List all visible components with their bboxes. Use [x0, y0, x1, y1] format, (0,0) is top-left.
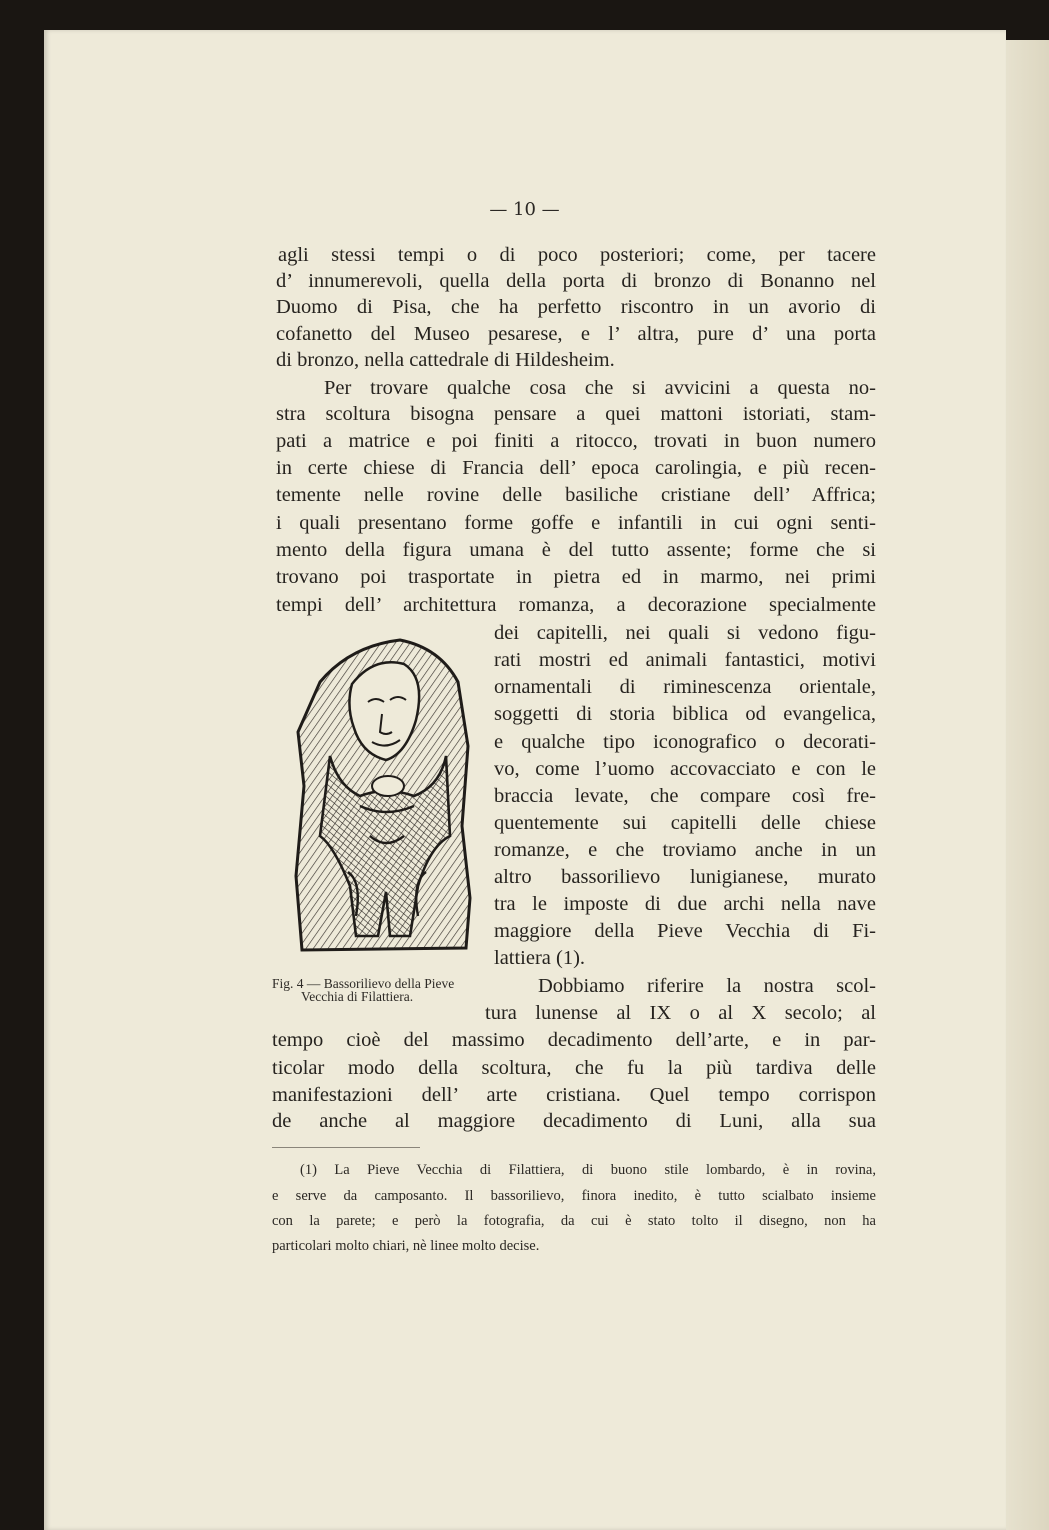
- side-line: romanze, e che troviamo anche in un: [494, 839, 876, 861]
- body-line: Per trovare qualche cosa che si avvicini a questa no-: [324, 377, 876, 399]
- body-line: d’ innumerevoli, quella della porta di bronzo di Bonanno nel: [276, 270, 876, 292]
- body-line: mento della figura umana è del tutto assente; forme che si: [276, 539, 876, 561]
- body-line: stra scoltura bisogna pensare a quei mattoni istoriati, stam-: [276, 403, 876, 425]
- side-line: quentemente sui capitelli delle chiese: [494, 812, 876, 834]
- footnote-line: e serve da camposanto. Il bassorilievo, finora inedito, è tutto scialbato insieme: [272, 1188, 876, 1204]
- side-line: maggiore della Pieve Vecchia di Fi-: [494, 920, 876, 942]
- body-line: pati a matrice e poi finiti a ritocco, trovati in buon numero: [276, 430, 876, 452]
- footnote-rule: [272, 1147, 420, 1148]
- body-line: in certe chiese di Francia dell’ epoca carolingia, e più recen-: [276, 457, 876, 479]
- body-line: di bronzo, nella cattedrale di Hildesheim.: [276, 349, 615, 371]
- body-line: temente nelle rovine delle basiliche cristiane dell’ Affrica;: [276, 484, 876, 506]
- side-line: soggetti di storia biblica od evangelica,: [494, 703, 876, 725]
- side-line: Dobbiamo riferire la nostra scol-: [538, 975, 876, 997]
- body-line: Duomo di Pisa, che ha perfetto riscontro in un avorio di: [276, 296, 876, 318]
- figure-caption-line1: Fig. 4 — Bassorilievo della Pieve: [272, 976, 455, 991]
- side-line: vo, come l’uomo accovacciato e con le: [494, 758, 876, 780]
- side-line: lattiera (1).: [494, 947, 586, 969]
- figure-caption-line2: Vecchia di Filattiera.: [301, 989, 414, 1004]
- next-page-edge: [1004, 40, 1049, 1530]
- side-line: dei capitelli, nei quali si vedono figu-: [494, 622, 876, 644]
- bassorilievo-figure: [290, 636, 478, 958]
- footnote-line: particolari molto chiari, nè linee molto decise.: [272, 1238, 540, 1254]
- side-line: rati mostri ed animali fantastici, motivi: [494, 649, 876, 671]
- body-line: tempi dell’ architettura romanza, a decorazione specialmente: [276, 594, 876, 616]
- footnote-line: con la parete; e però la fotografia, da cui è stato tolto il disegno, non ha: [272, 1213, 876, 1229]
- side-line: tura lunense al IX o al X secolo; al: [485, 1002, 876, 1024]
- side-line: ornamentali di riminescenza orientale,: [494, 676, 876, 698]
- footnote-line: (1) La Pieve Vecchia di Filattiera, di buono stile lombardo, è in rovina,: [300, 1162, 876, 1178]
- body-line: trovano poi trasportate in pietra ed in marmo, nei primi: [276, 566, 876, 588]
- body-line: ticolar modo della scoltura, che fu la più tardiva delle: [272, 1057, 876, 1079]
- body-line: tempo cioè del massimo decadimento dell’arte, e in par-: [272, 1029, 876, 1051]
- body-line: i quali presentano forme goffe e infantili in cui ogni senti-: [276, 512, 876, 534]
- side-line: e qualche tipo iconografico o decorati-: [494, 731, 876, 753]
- page-number: — 10 —: [489, 199, 560, 220]
- body-line: cofanetto del Museo pesarese, e l’ altra, pure d’ una porta: [276, 323, 876, 345]
- side-line: altro bassorilievo lunigianese, murato: [494, 866, 876, 888]
- body-line: manifestazioni dell’ arte cristiana. Quel tempo corrispon: [272, 1084, 876, 1106]
- side-line: braccia levate, che compare così fre-: [494, 785, 876, 807]
- body-line: de anche al maggiore decadimento di Luni, alla sua: [272, 1110, 876, 1132]
- side-line: tra le imposte di due archi nella nave: [494, 893, 876, 915]
- body-line: agli stessi tempi o di poco posteriori; come, per tacere: [278, 244, 876, 266]
